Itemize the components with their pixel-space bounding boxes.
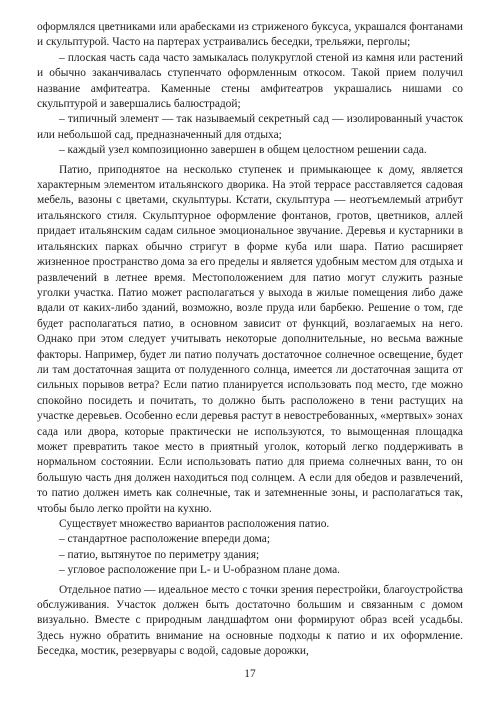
paragraph-continuation: оформлялся цветниками или арабесками из стриженого буксуса, украшался фонтанами и скульптурой. Часто на партерах устраивались беседки, трельяжи, перголы; xyxy=(37,21,463,49)
list-item-secret-garden: – типичный элемент — так называемый секретный сад — изолированный участок или небольшой сад, предназначенный для отдыха; xyxy=(37,113,463,141)
list-item-perimeter: – патио, вытянутое по периметру здания; xyxy=(59,548,260,561)
paragraph-variants-intro: Существует множество вариантов расположения патио. xyxy=(59,518,330,530)
paragraph-patio: Патио, приподнятое на несколько ступенек и примыкающее к дому, является характерным элементом итальянского дворика. На этой террасе расставляется садовая мебель, вазоны с цветами, скульптуры. Кстати, скульптура — неотъемлемый атрибут итальянского стиля. Скульптурное оформление фонтанов, гротов, цветников, аллей придает итальянским садам сильное эмоциональное звучание. Деревья и кустарники в итальянских парках обычно стригут в форме куба или шара. Патио расширяет жизненное пространство дома за его пределы и является удобным местом для отдыха и развлечений в летнее время. Местоположением для патио могут служить разные уголки участка. Патио может располагаться у выхода в жилые помещения либо даже вдали от каких-либо зданий, возможно, возле пруда или барбекю. Решение о том, где будет располагаться патио, в основном зависит от функций, возлагаемых на него. Однако при этом следует учитывать некоторые дополнительные, но весьма важные факторы. Например, будет ли патио получать достаточное солнечное освещение, будет ли там достаточная защита от полуденного солнца, имеется ли достаточная защита от сильных порывов ветра? Если патио планируется использовать под место, где можно спокойно посидеть и почитать, то должно быть расположено в тени растущих на участке деревьев. Особенно если деревья растут в невостребованных, «мертвых» зонах сада или двора, которые практически не используются, то вымощенная площадка может превратить такое место в приятный уголок, который легко поддерживать в нормальном состоянии. Если использовать патио для приема солнечных ванн, то он большую часть дня должен находиться под солнцем. А если для обедов и развлечений, то патио должен иметь как солнечные, так и затемненные зоны, и располагаться так, чтобы было легко пройти на кухню. xyxy=(37,163,463,515)
paragraph-separate-patio: Отдельное патио — идеальное место с точки зрения перестройки, благоустройства обслуживания. Участок должен быть достаточно большим и связанным с домом визуально. Вместе с природным ландшафтом они формируют образ всей усадьбы. Здесь нужно обратить внимание на основные подходы к патио и их оформление. Беседка, мостик, резервуары с водой, садовые дорожки, xyxy=(37,583,463,658)
list-item-front: – стандартное расположение впереди дома; xyxy=(59,533,270,546)
body-text xyxy=(37,20,463,660)
list-item-corner: – угловое расположение при L- и U-образном плане дома. xyxy=(59,564,340,577)
list-item-amphitheatre: – плоская часть сада часто замыкалась полукруглой стеной из камня или растений и обычно заканчивалась ступенчато оформленным откосом. Такой прием получил название амфитеатра. Каменные стены амфитеатров украшались нишами со скульптурой и завершались балюстрадой; xyxy=(37,51,463,111)
list-item-composition: – каждый узел композиционно завершен в общем целостном решении сада. xyxy=(59,144,427,157)
page-number: 17 xyxy=(244,668,256,680)
